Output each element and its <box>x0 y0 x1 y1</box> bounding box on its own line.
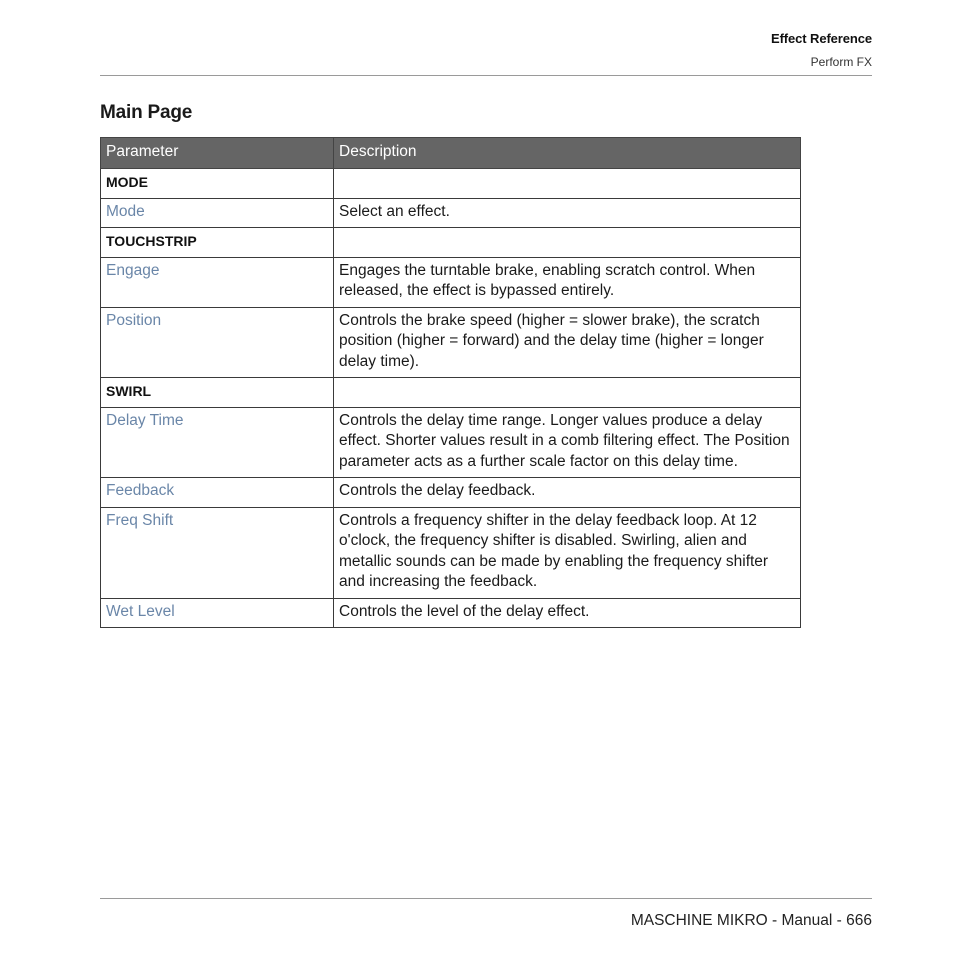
group-empty-cell <box>334 228 801 258</box>
table-row <box>101 598 801 628</box>
table-row <box>101 507 801 598</box>
table-row <box>101 478 801 508</box>
param-description: Controls the delay time range. Longer values produce a delay effect. Shorter values result in a comb filtering effect. The Position parameter acts as a further scale factor on this delay time. <box>334 407 801 478</box>
param-link-position[interactable]: Position <box>101 307 334 378</box>
header-divider <box>100 75 872 76</box>
param-link-freq-shift[interactable]: Freq Shift <box>101 507 334 598</box>
param-link-delay-time[interactable]: Delay Time <box>101 407 334 478</box>
param-description: Controls the level of the delay effect. <box>334 598 801 628</box>
parameter-table <box>100 137 801 628</box>
param-link-wet-level[interactable]: Wet Level <box>101 598 334 628</box>
column-header-parameter: Parameter <box>101 138 334 169</box>
table-header-row <box>101 138 801 169</box>
param-link-feedback[interactable]: Feedback <box>101 478 334 508</box>
running-header-subsection: Perform FX <box>810 55 872 69</box>
group-label-touchstrip: TOUCHSTRIP <box>101 228 334 258</box>
table-row-group <box>101 169 801 199</box>
table-row-group <box>101 228 801 258</box>
param-description: Select an effect. <box>334 198 801 228</box>
param-link-mode[interactable]: Mode <box>101 198 334 228</box>
param-description: Engages the turntable brake, enabling scratch control. When released, the effect is bypassed entirely. <box>334 257 801 307</box>
param-description: Controls the brake speed (higher = slower brake), the scratch position (higher = forward) and the delay time (higher = longer delay time). <box>334 307 801 378</box>
group-label-swirl: SWIRL <box>101 378 334 408</box>
group-empty-cell <box>334 169 801 199</box>
table-row <box>101 407 801 478</box>
group-label-mode: MODE <box>101 169 334 199</box>
table-row <box>101 257 801 307</box>
table-row <box>101 198 801 228</box>
running-header-section: Effect Reference <box>771 31 872 46</box>
table-row <box>101 307 801 378</box>
table-row-group <box>101 378 801 408</box>
param-link-engage[interactable]: Engage <box>101 257 334 307</box>
page-footer: MASCHINE MIKRO - Manual - 666 <box>630 912 872 929</box>
group-empty-cell <box>334 378 801 408</box>
footer-divider <box>100 898 872 899</box>
section-title: Main Page <box>100 102 193 123</box>
param-description: Controls a frequency shifter in the delay feedback loop. At 12 o'clock, the frequency shifter is disabled. Swirling, alien and metallic sounds can be made by enabling the frequency shifter and increasing the feedback. <box>334 507 801 598</box>
column-header-description: Description <box>334 138 801 169</box>
param-description: Controls the delay feedback. <box>334 478 801 508</box>
